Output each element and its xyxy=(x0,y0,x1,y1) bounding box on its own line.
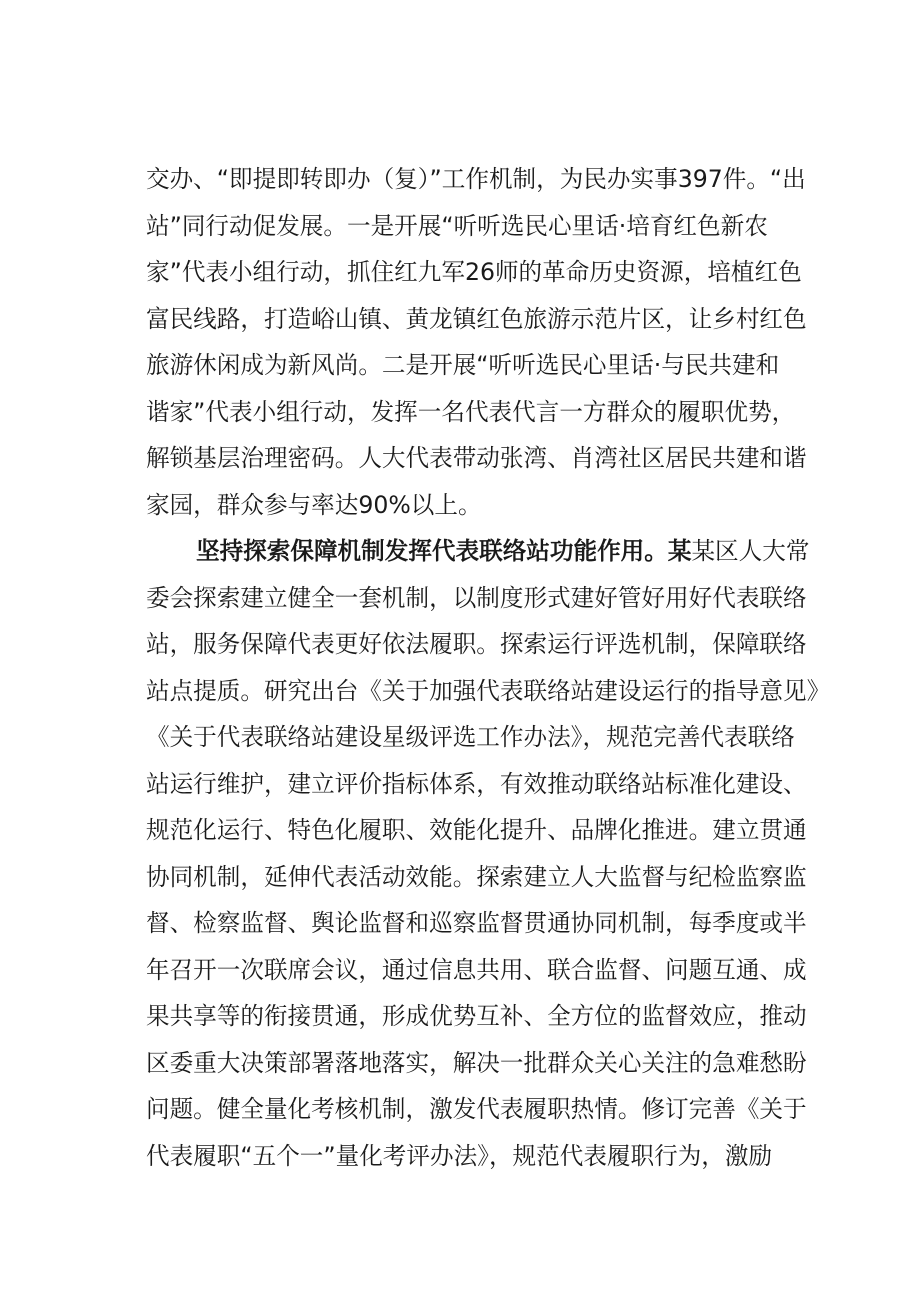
paragraph-1 xyxy=(146,156,807,528)
text-line: 果共享等的衔接贯通，形成优势互补、全方位的监督效应，推动 xyxy=(146,1002,807,1030)
text-line: 富民线路，打造峪山镇、黄龙镇红色旅游示范片区，让乡村红色 xyxy=(146,304,807,333)
text-line: 旅游休闲成为新风尚。二是开展“听听选民心里话·与民共建和 xyxy=(146,351,780,379)
text-line: 区委重大决策部署落地落实，解决一批群众关心关注的急难愁盼 xyxy=(146,1048,807,1077)
text-line: 协同机制，延伸代表活动效能。探索建立人大监督与纪检监察监 xyxy=(146,862,807,891)
text-line: 委会探索建立健全一套机制，以制度形式建好管好用好代表联络 xyxy=(146,583,807,612)
text-line: 问题。健全量化考核机制，激发代表履职热情。修订完善《关于 xyxy=(146,1095,807,1123)
text-line: 家园，群众参与率达90%以上。 xyxy=(146,490,482,519)
text-line: 站，服务保障代表更好依法履职。探索运行评选机制，保障联络 xyxy=(146,630,807,658)
paragraph-heading: 坚持探索保障机制发挥代表联络站功能作用。 xyxy=(196,537,668,565)
text-line: 交办、“即提即转即办（复）”工作机制，为民办实事397件。“出 xyxy=(146,165,806,193)
text-line: 站”同行动促发展。一是开展“听听选民心里话·培育红色新农 xyxy=(146,211,768,240)
paragraph-heading-tail: 某 xyxy=(667,537,692,565)
text-line: 规范化运行、特色化履职、效能化提升、品牌化推进。建立贯通 xyxy=(146,816,807,844)
text-line: 站运行维护，建立评价指标体系，有效推动联络站标准化建设、 xyxy=(146,769,807,798)
text-line: 督、检察监督、舆论监督和巡察监督贯通协同机制，每季度或半 xyxy=(146,909,807,937)
document-body xyxy=(146,156,831,1179)
text-line: 代表履职“五个一”量化考评办法》，规范代表履职行为，激励 xyxy=(146,1141,773,1170)
text-line: 站点提质。研究出台《关于加强代表联络站建设运行的指导意见》 xyxy=(146,676,831,705)
text-line: 解锁基层治理密码。人大代表带动张湾、肖湾社区居民共建和谐 xyxy=(146,444,807,472)
first-line-rest: 某区人大常 xyxy=(691,537,810,565)
text-line: 《关于代表联络站建设星级评选工作办法》，规范完善代表联络 xyxy=(146,723,795,751)
paragraph-2 xyxy=(146,528,831,1179)
text-line: 家”代表小组行动，抓住红九军26师的革命历史资源，培植红色 xyxy=(146,258,802,286)
paragraph-2-first-line xyxy=(146,528,810,575)
text-line: 谐家”代表小组行动，发挥一名代表代言一方群众的履职优势， xyxy=(146,397,796,426)
text-line: 年召开一次联席会议，通过信息共用、联合监督、问题互通、成 xyxy=(146,955,807,984)
